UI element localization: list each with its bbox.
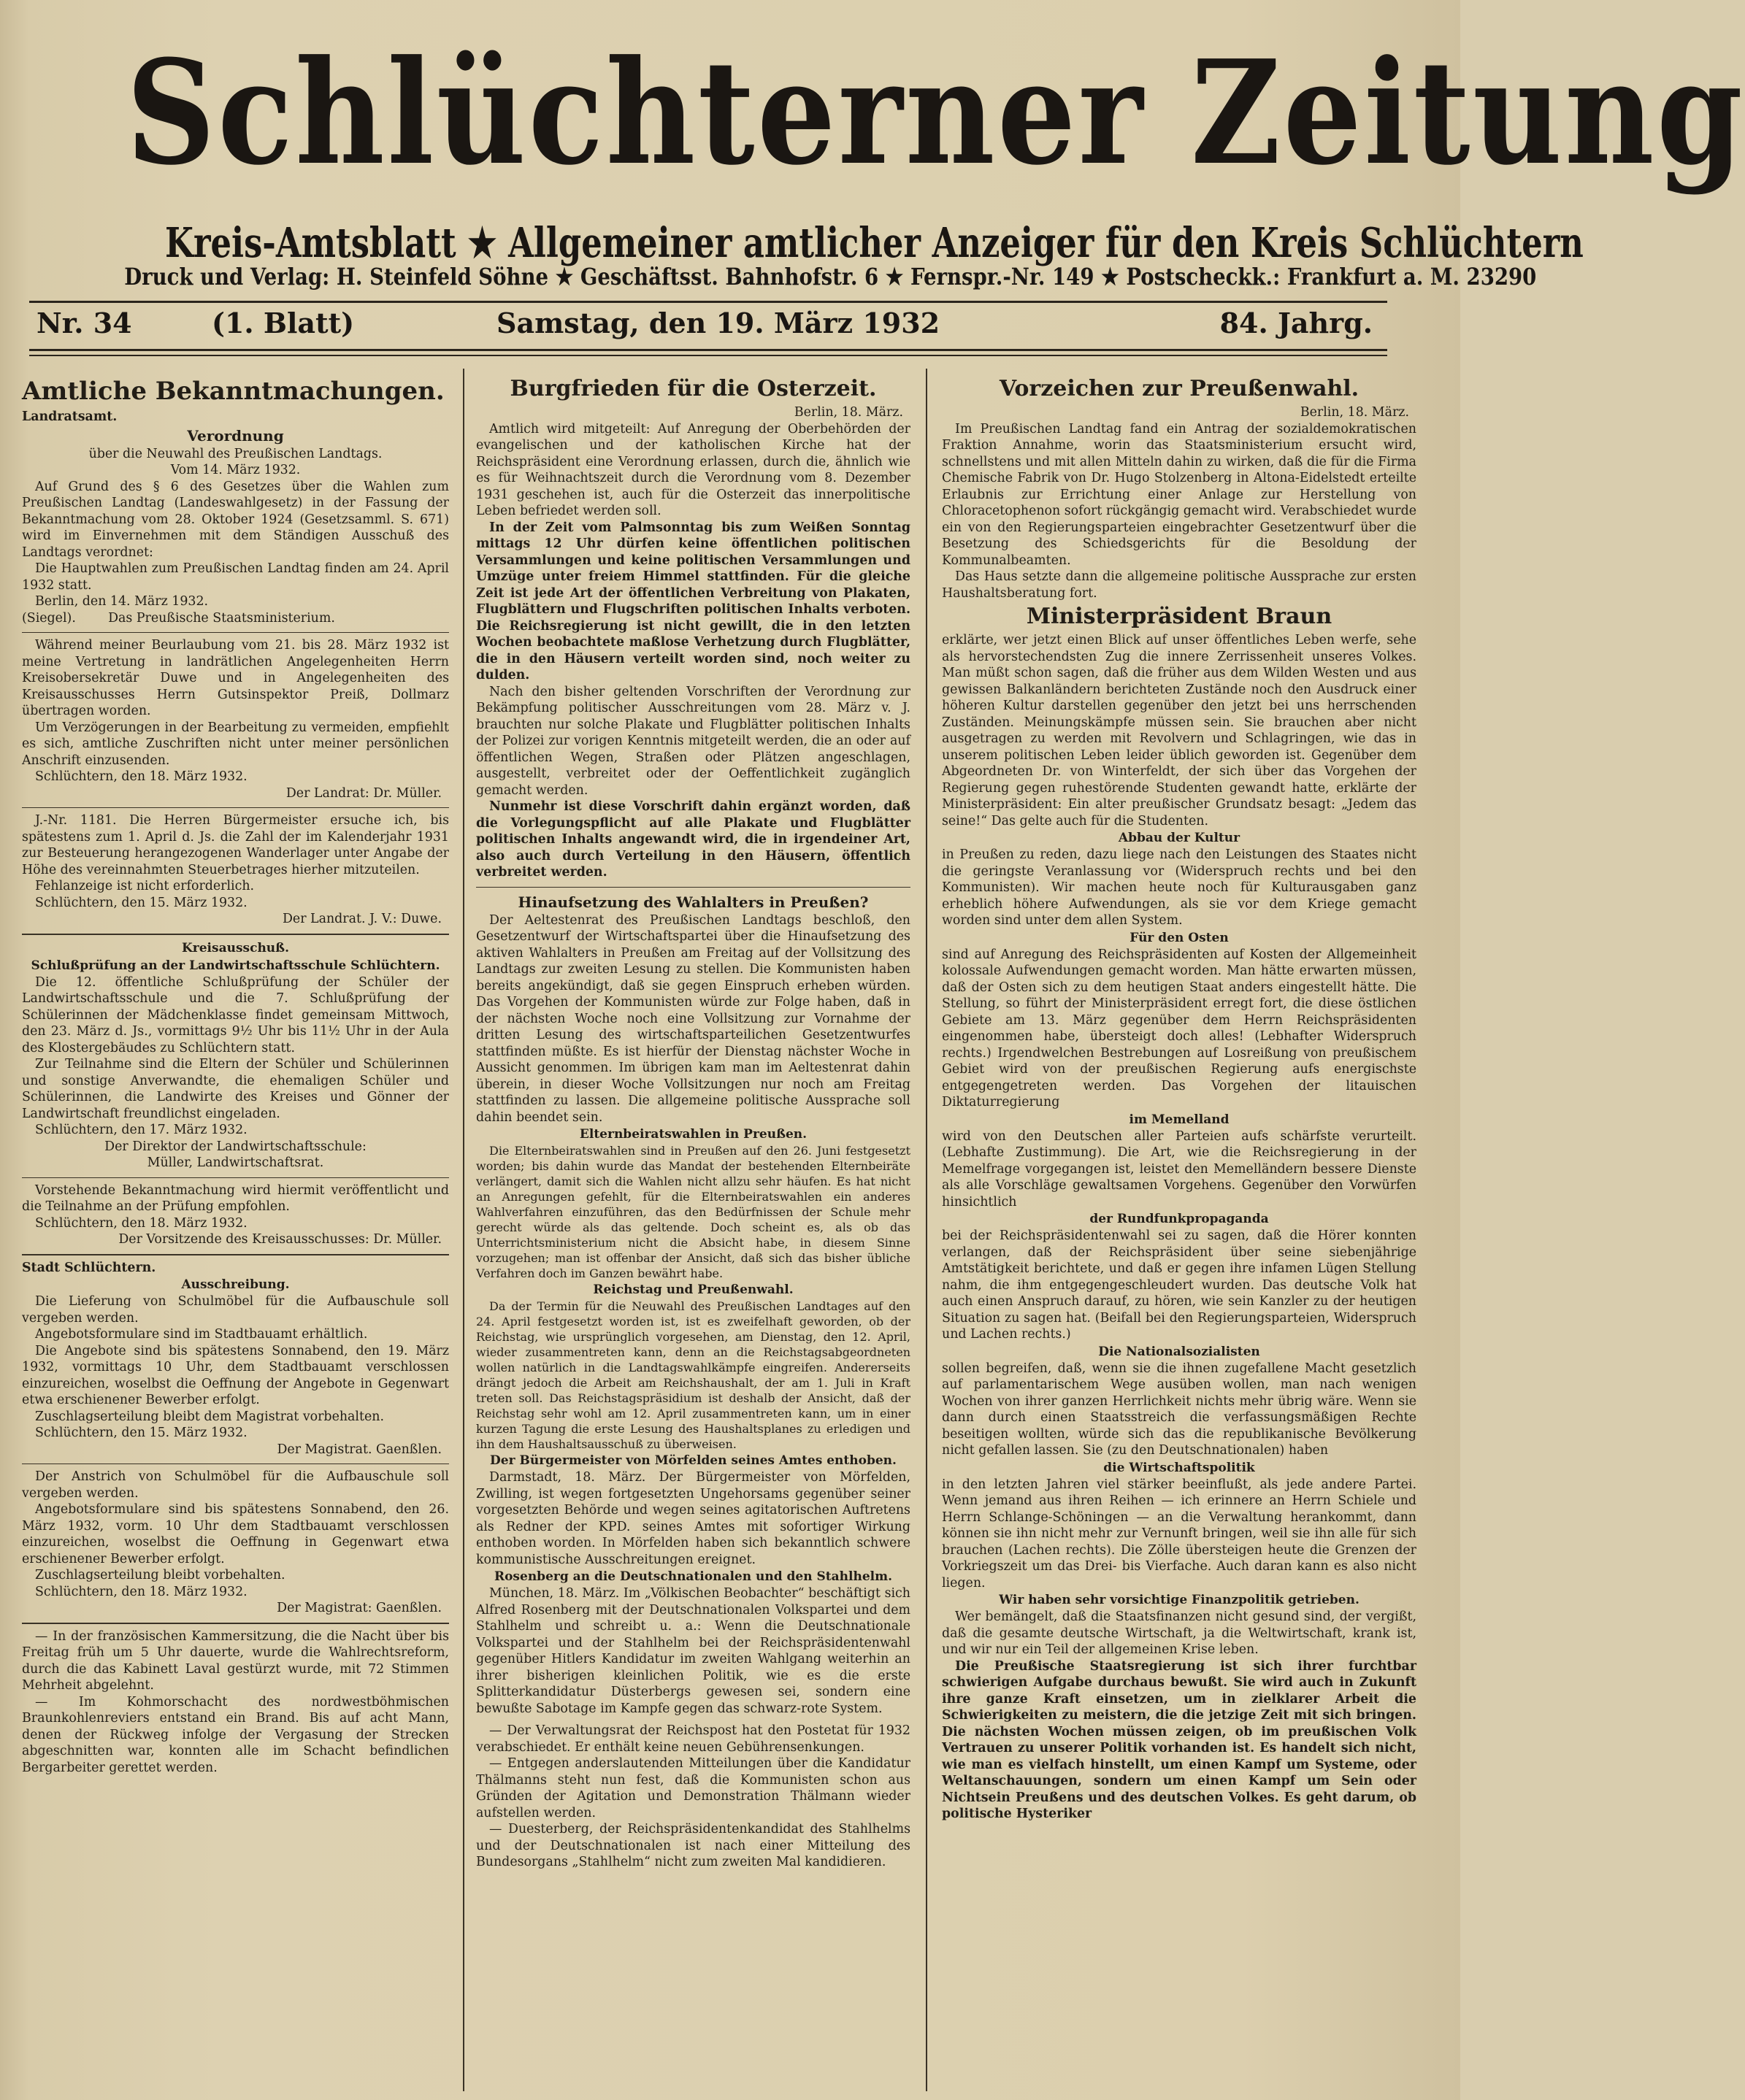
article-paragraph: Die Preußische Staatsregierung ist sich ihrer furchtbar schwierigen Aufgabe durchaus bewußt. Sie wird auch in Zukunft ihre ganze Kraft einsetzen, um in zielklarer Arbeit die Schwierigkeiten zu meistern, die die jetzige Zeit mit sich bringen. Die nächsten Wochen müssen zeigen, ob im preußischen Volk Vertrauen zu unserer Politik vorhanden ist. Es handelt sich nicht, wie man es vielfach hinstellt, um einen Kampf um Systeme, oder Weltanschauungen, sondern um einen Kampf um Sein oder Nichtsein Preußens und des deutschen Volkes. Es geht darum, ob politische Hysteriker xyxy=(942,1658,1416,1821)
verordnung-subtitle: über die Neuwahl des Preußischen Landtags. xyxy=(88,446,383,461)
masthead-subtitle: Kreis-Amtsblatt ★ Allgemeiner amtlicher Anzeiger für den Kreis Schlüchtern xyxy=(165,219,1584,267)
verordnung-title: Verordnung xyxy=(187,426,284,445)
subheading-wirtschaftspolitik: die Wirtschaftspolitik xyxy=(1103,1460,1255,1475)
office-label-stadt: Stadt Schlüchtern. xyxy=(22,1260,156,1275)
subheading-kultur: Abbau der Kultur xyxy=(1118,831,1240,845)
notice-verzoegerung: Um Verzögerungen in der Bearbeitung zu vermeiden, empfiehlt es sich, amtliche Zuschriften nicht unter meiner persönlichen Anschrift einzusenden. xyxy=(22,720,449,768)
column-divider-2 xyxy=(926,369,927,2091)
issue-number: Nr. 34 xyxy=(37,307,132,339)
issue-bar xyxy=(29,307,1387,343)
article-heading-burgfrieden: Burgfrieden für die Osterzeit. xyxy=(510,376,877,401)
subheading-rundfunk: der Rundfunkpropaganda xyxy=(1089,1212,1269,1226)
article-paragraph: in den letzten Jahren viel stärker beeinflußt, als jede andere Partei. Wenn jemand aus ihren Reihen — ich erinnere an Herrn Schiele und Herrn Schlange-Schöningen — an die Verwaltung herankommt, dann können sie ihn nicht mehr zur Vernunft bringen, weil sie ihn alle für sich brauchen (Lachen rechts). Die Zölle übersteigen heute die Grenzen der Vorkriegszeit um das Drei- bis Vierfache. Auch daran kann es also nicht liegen. xyxy=(942,1477,1416,1591)
article-paragraph: Im Preußischen Landtag fand ein Antrag der sozialdemokratischen Fraktion Annahme, worin das Staatsministerium ersucht wird, schnellstens und mit allen Mitteln dahin zu wirken, daß die für die Firma Chemische Fabrik von Dr. Hugo Stolzenberg in Altona-Eidelstedt erteilte Erlaubnis zur Errichtung einer Anlage zur Herstellung von Chloracetophenon sofort rückgängig gemacht wird. Verabschiedet wurde ein von den Regierungsparteien eingebrachter Gesetzentwurf über die Besetzung des Schiedsgerichts für die Besoldung der Kommunalbeamten. xyxy=(942,421,1416,568)
subheading-osten: Für den Osten xyxy=(1130,930,1229,945)
office-label-kreisausschuss: Kreisausschuß. xyxy=(182,940,289,955)
ausschreibung-formulare: Angebotsformulare sind im Stadtbauamt erhältlich. xyxy=(35,1327,368,1342)
column-politics xyxy=(476,374,910,2089)
notice-place: Schlüchtern, den 15. März 1932. xyxy=(35,1426,248,1440)
dateline: Berlin, 18. März. xyxy=(1300,405,1409,420)
notice-place: Schlüchtern, den 15. März 1932. xyxy=(35,895,248,910)
article-paragraph: Darmstadt, 18. März. Der Bürgermeister von Mörfelden, Zwilling, ist wegen fortgesetzten Ungehorsams gegenüber seiner vorgesetzten Behörde und wegen seines agitatorischen Auftretens als Redner der KPD. seines Amtes mit sofortiger Wirkung enthoben worden. In Mörfelden haben sich bekanntlich schwere kommunistische Ausschreitungen ereignet. xyxy=(476,1470,910,1567)
header-rule-mid xyxy=(29,349,1387,351)
divider xyxy=(22,1177,449,1178)
article-paragraph: wird von den Deutschen aller Parteien aufs schärfste verurteilt. (Lebhafte Zustimmung). Die Art, wie die Reichsregierung in der Memelfrage vorgegangen ist, leistet den Memelländern bessere Dienste als alle Vorschläge gewaltsamen Vorgehens. Gegenüber den Vorwürfen hinsichtlich xyxy=(942,1128,1416,1209)
article-paragraph: bei der Reichspräsidentenwahl sei zu sagen, daß die Hörer konnten verlangen, daß der Reichspräsident über seine siebenjährige Amtstätigkeit berichtete, und daß er gegen ihre infamen Lügen Stellung nahm, die ihm entgegengeschleudert wurden. Das deutsche Volk hat auch einen Anspruch darauf, zu hören, wie sein Kanzler zu der heutigen Situation zu sagen hat. (Beifall bei den Regierungsparteien, Widerspruch und Lachen rechts.) xyxy=(942,1228,1416,1342)
news-item: — Entgegen anderslautenden Mitteilungen über die Kandidatur Thälmanns steht nun fest, daß die Kommunisten schon aus Gründen der Agitation und Demonstration Thälmann wieder aufstellen werden. xyxy=(476,1756,910,1820)
notice-signature: Der Direktor der Landwirtschaftsschule: xyxy=(104,1139,367,1154)
divider xyxy=(22,807,449,808)
article-paragraph: Nunmehr ist diese Vorschrift dahin ergänzt worden, daß die Vorlegungspflicht auf alle Plakate und Flugblätter politischen Inhalts angewandt wird, die in irgendeiner Art, also auch durch Verteilung in den Häusern, öffentlich verbreitet werden. xyxy=(476,799,910,880)
divider xyxy=(22,1623,449,1624)
article-paragraph: Da der Termin für die Neuwahl des Preußischen Landtages auf den 24. April festgesetzt worden ist, ist es zweifelhaft geworden, ob der Reichstag, wie ursprünglich vorgesehen, am Dienstag, den 12. April, wieder zusammentreten kann, denn an die Reichstagsabgeordneten wollen natürlich in die Landtagswahlkämpfe eingreifen. Andererseits drängt jedoch die Arbeit am Reichshaushalt, der am 1. Juli in Kraft treten soll. Das Reichstagspräsidium ist deshalb der Ansicht, daß der Reichstag sehr wohl am 12. April zusammentreten kann, um in einer kurzen Tagung die erste Lesung des Haushaltsplanes zu erledigen und ihn dem Haushaltsausschuß zu überweisen. xyxy=(476,1299,910,1451)
article-paragraph: erklärte, wer jetzt einen Blick auf unser öffentliches Leben werfe, sehe als hervorstechendsten Zug die innere Zerrissenheit unseres Volkes. Man müßt schon sagen, daß die früher aus dem Wilden Westen und aus gewissen Balkanländern berichteten Zustände noch den Ausdruck einer höheren Kultur darstellen gegenüber den jetzt bei uns herrschenden Zuständen. Meinungskämpfe müssen sein. Sie brauchen aber nicht ausgetragen zu werden mit Revolvern und Schlagringen, wie das in unserem politischen Leben leider üblich geworden ist. Gegenüber dem Abgeordneten Dr. von Winterfeldt, der sich über das Vorgehen der Regierung gegen ruhestörende Studenten gewandt hatte, erklärte der Ministerpräsident: Ein alter preußischer Grundsatz besagt: „Jedem das seine!“ Das gelte auch für die Studenten. xyxy=(942,633,1416,828)
article-paragraph: Das Haus setzte dann die allgemeine politische Aussprache zur ersten Haushaltsberatung fort. xyxy=(942,569,1416,601)
article-heading-braun: Ministerpräsident Braun xyxy=(1026,604,1332,629)
issue-year: 84. Jahrg. xyxy=(1219,307,1373,339)
divider xyxy=(22,632,449,633)
news-item: — In der französischen Kammersitzung, die die Nacht über bis Freitag früh um 5 Uhr dauerte, wurde die Wahlrechtsreform, durch die das Kabinett Laval gestürzt wurde, mit 72 Stimmen Mehrheit abgelehnt. xyxy=(22,1628,449,1693)
schlusspruefung-body: Die 12. öffentliche Schlußprüfung der Schüler der Landwirtschaftsschule und die 7. Schlußprüfung der Schülerinnen der Mädchenklasse findet gemeinsam Mittwoch, den 23. März d. Js., vormittags 9½ Uhr bis 11½ Uhr in der Aula des Klostergebäudes zu Schlüchtern statt. xyxy=(22,974,449,1055)
header-rule-bottom xyxy=(29,355,1387,356)
ausschreibung-angebote: Die Angebote sind bis spätestens Sonnabend, den 19. März 1932, vormittags 10 Uhr, dem Stadtbauamt verschlossen einzureichen, woselbst die Oeffnung der Angebote in Gegenwart etwa erschienener Bewerber erfolgt. xyxy=(22,1343,449,1407)
notice-jnr: J.-Nr. 1181. Die Herren Bürgermeister ersuche ich, bis spätestens zum 1. April d. Js. die Zahl der im Kalenderjahr 1931 zur Besteuerung herangezogenen Wanderlager unter Angabe der Höhe des vereinnahmten Steuerbetrages hierher mitzuteilen. xyxy=(22,813,449,877)
divider xyxy=(22,934,449,935)
divider xyxy=(22,1254,449,1255)
dateline: Berlin, 18. März. xyxy=(794,405,903,420)
article-paragraph: in Preußen zu reden, dazu liege nach den Leistungen des Staates nicht die geringste Veranlassung vor (Widerspruch rechts und bei den Kommunisten). Wir machen heute noch für Kulturausgaben ganz erheblich höhere Aufwendungen, als sie vor dem Kriege gemacht worden sind unter dem allen System. xyxy=(942,847,1416,928)
article-paragraph: Die Elternbeiratswahlen sind in Preußen auf den 26. Juni festgesetzt worden; bis dahin wurde das Mandat der bestehenden Elternbeiräte verlängert, damit sich die Wahlen nicht allzu sehr häufen. Es hat nicht an Anregungen gefehlt, für die Elternbeiratswahlen ein anderes Wahlverfahren einzuführen, das den Bedürfnissen der Schule mehr gerecht würde als das geltende. Doch scheint es, als ob das Unterrichtsministerium nicht die Absicht habe, in diesem Sinne vorzugehen; man ist offenbar der Ansicht, daß sich das bisher übliche Verfahren doch im Ganzen bewährt habe. xyxy=(476,1144,910,1280)
anstrich-formulare: Angebotsformulare sind bis spätestens Sonnabend, den 26. März 1932, vorm. 10 Uhr dem Stadtbauamt verschlossen einzureichen, woselbst die Oeffnung in Gegenwart etwa erschienener Bewerber erfolgt. xyxy=(22,1502,449,1566)
verordnung-clause: Die Hauptwahlen zum Preußischen Landtag finden am 24. April 1932 statt. xyxy=(22,561,449,593)
office-label: Landratsamt. xyxy=(22,409,118,424)
article-heading-reichstag: Reichstag und Preußenwahl. xyxy=(593,1282,794,1297)
article-paragraph: sollen begreifen, daß, wenn sie die ihnen zugefallene Macht gesetzlich auf parlamentarischem Wege ausüben wollen, man nach wenigen Wochen von ihrer ganzen Herrlichkeit nichts mehr übrig wäre. Wenn sie dann durch einen Staatsstreich die verfassungsmäßigen Rechte beseitigen wollten, würde sich das die republikanische Bevölkerung nicht gefallen lassen. Sie (zu den Deutschnationalen) haben xyxy=(942,1361,1416,1458)
article-paragraph: In der Zeit vom Palmsonntag bis zum Weißen Sonntag mittags 12 Uhr dürfen keine öffentlichen politischen Versammlungen und keine politischen Versammlungen und Umzüge unter freiem Himmel stattfinden. Für die gleiche Zeit ist jede Art der öffentlichen Verbreitung von Plakaten, Flugblättern und Flugschriften politischen Inhalts verboten. Die Reichsregierung ist nicht gewillt, die in den letzten Wochen beobachtete maßlose Verhetzung durch Flugblätter, die in den Häusern verteilt worden sind, noch weiter zu dulden. xyxy=(476,520,910,682)
subheading-memel: im Memelland xyxy=(1129,1112,1230,1127)
notice-place: Schlüchtern, den 18. März 1932. xyxy=(35,1584,248,1599)
notice-signature: Der Landrat. J. V.: Duwe. xyxy=(282,912,442,926)
publisher-line: Druck und Verlag: H. Steinfeld Söhne ★ Geschäftsst. Bahnhofstr. 6 ★ Fernspr.-Nr. 149 ★ Postscheckk.: Frankfurt a. M. 23290 xyxy=(124,263,1537,291)
notice-place: Schlüchtern, den 17. März 1932. xyxy=(35,1123,248,1137)
column-official-notices xyxy=(22,374,449,2089)
ausschreibung-heading: Ausschreibung. xyxy=(181,1277,290,1292)
subheading-nationalsozialisten: Die Nationalsozialisten xyxy=(1098,1344,1260,1359)
article-heading-vorzeichen: Vorzeichen zur Preußenwahl. xyxy=(999,376,1359,401)
article-paragraph: Wer bemängelt, daß die Staatsfinanzen nicht gesund sind, der vergißt, daß die gesamte deutsche Wirtschaft, ja die Weltwirtschaft, krank ist, und wir nur ein Teil der allgemeinen Krise leben. xyxy=(942,1609,1416,1657)
schlusspruefung-invite: Zur Teilnahme sind die Eltern der Schüler und Schülerinnen und sonstige Anverwandte, die ehemaligen Schüler und Schülerinnen, die Landwirte des Kreises und Gönner der Landwirtschaft freundlichst eingeladen. xyxy=(22,1057,449,1121)
article-paragraph: Der Aeltestenrat des Preußischen Landtags beschloß, den Gesetzentwurf der Wirtschaftspartei über die Hinaufsetzung des aktiven Wahlalters in Preußen am Freitag auf der Vollsitzung des Landtags zur zweiten Lesung zu stellen. Die Kommunisten haben bereits angekündigt, daß sie gegen Einspruch erheben würden. Das Vorgehen der Kommunisten würde zur Folge haben, daß in der nächsten Woche noch eine Vollsitzung zur Vornahme der dritten Lesung des wirtschaftsparteilichen Gesetzentwurfes stattfinden müßte. Es ist hierfür der Dienstag nächster Woche in Aussicht genommen. Im übrigen kam man im Aeltestenrat dahin überein, in dieser Woche Vollsitzungen nur noch am Freitag stattfinden zu lassen. Die allgemeine politische Aussprache soll dahin beendet sein. xyxy=(476,912,910,1125)
article-heading-moerfelden: Der Bürgermeister von Mörfelden seines Amtes enthoben. xyxy=(490,1453,897,1468)
ausschreibung-zuschlag: Zuschlagserteilung bleibt dem Magistrat vorbehalten. xyxy=(35,1409,384,1424)
verordnung-date: Vom 14. März 1932. xyxy=(170,463,301,477)
article-heading-rosenberg: Rosenberg an die Deutschnationalen und den Stahlhelm. xyxy=(494,1569,893,1584)
verordnung-body: Auf Grund des § 6 des Gesetzes über die Wahlen zum Preußischen Landtag (Landeswahlgesetz) in der Fassung der Bekanntmachung vom 28. Oktober 1924 (Gesetzsamml. S. 671) wird im Einvernehmen mit dem Ständigen Ausschuß des Landtags verordnet: xyxy=(22,479,449,560)
news-item: — Duesterberg, der Reichspräsidentenkandidat des Stahlhelms und der Deutschnationalen ist nach einer Mitteilung des Bundesorgans „Stahlhelm“ nicht zum zweiten Mal kandidieren. xyxy=(476,1822,910,1869)
article-paragraph: Amtlich wird mitgeteilt: Auf Anregung der Oberbehörden der evangelischen und der katholischen Kirche hat der Reichspräsident eine Verordnung erlassen, durch die, ähnlich wie es für Weihnachtszeit durch die Verordnung vom 8. Dezember 1931 geschehen ist, auch für die Osterzeit das innerpolitische Leben befriedet werden soll. xyxy=(476,421,910,518)
subheading-finanzpolitik: Wir haben sehr vorsichtige Finanzpolitik getrieben. xyxy=(999,1593,1359,1607)
article-paragraph: sind auf Anregung des Reichspräsidenten auf Kosten der Allgemeinheit kolossale Aufwendungen gemacht worden. Man hätte erwarten müssen, daß der Osten sich zu dem heutigen Staat anders eingestellt hätte. Die Stellung, so führt der Ministerpräsident erregt fort, die diese östlichen Gebiete am 13. März gegenüber dem Herrn Reichspräsidenten eingenommen habe, übersteigt doch alles! (Lebhafter Widerspruch rechts.) Irgendwelchen Bestrebungen auf Losreißung von preußischem Gebiet wird von der preußischen Regierung aufs energischste entgegengetreten werden. Das Vorgehen der litauischen Diktaturregierung xyxy=(942,947,1416,1109)
section-heading-official: Amtliche Bekanntmachungen. xyxy=(22,377,445,406)
column-prussian-election xyxy=(942,374,1416,2089)
ausschreibung-body: Die Lieferung von Schulmöbel für die Aufbauschule soll vergeben werden. xyxy=(22,1294,449,1326)
verordnung-signature: (Siegel). Das Preußische Staatsministerium. xyxy=(22,610,335,626)
article-heading-wahlalter: Hinaufsetzung des Wahlalters in Preußen? xyxy=(518,893,869,911)
article-heading-elternbeirat: Elternbeiratswahlen in Preußen. xyxy=(579,1127,808,1142)
news-item: — Im Kohmorschacht des nordwestböhmischen Braunkohlenreviers entstand ein Brand. Bis auf acht Mann, denen der Rückweg infolge der Vergasung der Strecken abgeschnitten war, konnten alle im Schacht befindlichen Bergarbeiter gerettet werden. xyxy=(22,1694,449,1775)
header-rule-top xyxy=(29,301,1387,303)
verordnung-place: Berlin, den 14. März 1932. xyxy=(35,594,209,609)
notice-signature: Der Magistrat: Gaenßlen. xyxy=(277,1601,442,1615)
column-divider-1 xyxy=(463,369,464,2091)
notice-signature: Der Vorsitzende des Kreisausschusses: Dr. Müller. xyxy=(118,1232,442,1247)
article-paragraph: München, 18. März. Im „Völkischen Beobachter“ beschäftigt sich Alfred Rosenberg mit der Deutschnationalen Volkspartei und dem Stahlhelm und schreibt u. a.: Wenn die Deutschnationale Volkspartei und der Stahlhelm bei der Reichspräsidentenwahl gegenüber Hitlers Kandidatur im zweiten Wahlgang weiterhin an ihrer bisherigen kleinlichen Politik, wie es die erste Splitterkandidatur Düsterbergs gewesen sei, sondern eine bewußte Sabotage im Kampfe gegen das schwarz-rote System. xyxy=(476,1586,910,1716)
masthead-title: Schlüchterner Zeitung xyxy=(126,29,1745,197)
anstrich-zuschlag: Zuschlagserteilung bleibt vorbehalten. xyxy=(35,1568,285,1582)
notice-place: Schlüchtern, den 18. März 1932. xyxy=(35,769,248,784)
notice-beurlaubung: Während meiner Beurlaubung vom 21. bis 28. März 1932 ist meine Vertretung in landrätlichen Angelegenheiten Herrn Kreisobersekretär Duwe und in Angelegenheiten des Kreisausschusses Herrn Gutsinspektor Preiß, Dollmarz übertragen worden. xyxy=(22,638,449,718)
anstrich-body: Der Anstrich von Schulmöbel für die Aufbauschule soll vergeben werden. xyxy=(22,1469,449,1501)
notice-fehlanzeige: Fehlanzeige ist nicht erforderlich. xyxy=(35,879,255,893)
issue-date: Samstag, den 19. März 1932 xyxy=(496,307,940,339)
article-paragraph: Nach den bisher geltenden Vorschriften der Verordnung zur Bekämpfung politischer Ausschreitungen vom 28. März v. J. brauchten nur solche Plakate und Flugblätter politischen Inhalts der Polizei zur vorigen Kenntnis mitgeteilt werden, die an oder auf öffentlichen Wegen, Straßen oder Plätzen angeschlagen, ausgestellt, verbreitet oder der Oeffentlichkeit zugänglich gemacht werden. xyxy=(476,684,910,798)
notice-signature: Der Magistrat. Gaenßlen. xyxy=(277,1442,442,1457)
notice-place: Schlüchtern, den 18. März 1932. xyxy=(35,1215,248,1231)
news-item: — Der Verwaltungsrat der Reichspost hat den Postetat für 1932 verabschiedet. Er enthält keine neuen Gebührensenkungen. xyxy=(476,1723,910,1755)
schlusspruefung-heading: Schlußprüfung an der Landwirtschaftsschule Schlüchtern. xyxy=(31,958,440,973)
sheet-label: (1. Blatt) xyxy=(212,307,355,339)
notice-vorstehende: Vorstehende Bekanntmachung wird hiermit veröffentlicht und die Teilnahme an der Prüfung empfohlen. xyxy=(22,1182,449,1214)
notice-signature: Der Landrat: Dr. Müller. xyxy=(285,785,442,801)
divider xyxy=(476,887,910,888)
notice-signature: Müller, Landwirtschaftsrat. xyxy=(147,1155,324,1170)
spacer xyxy=(476,1717,910,1723)
